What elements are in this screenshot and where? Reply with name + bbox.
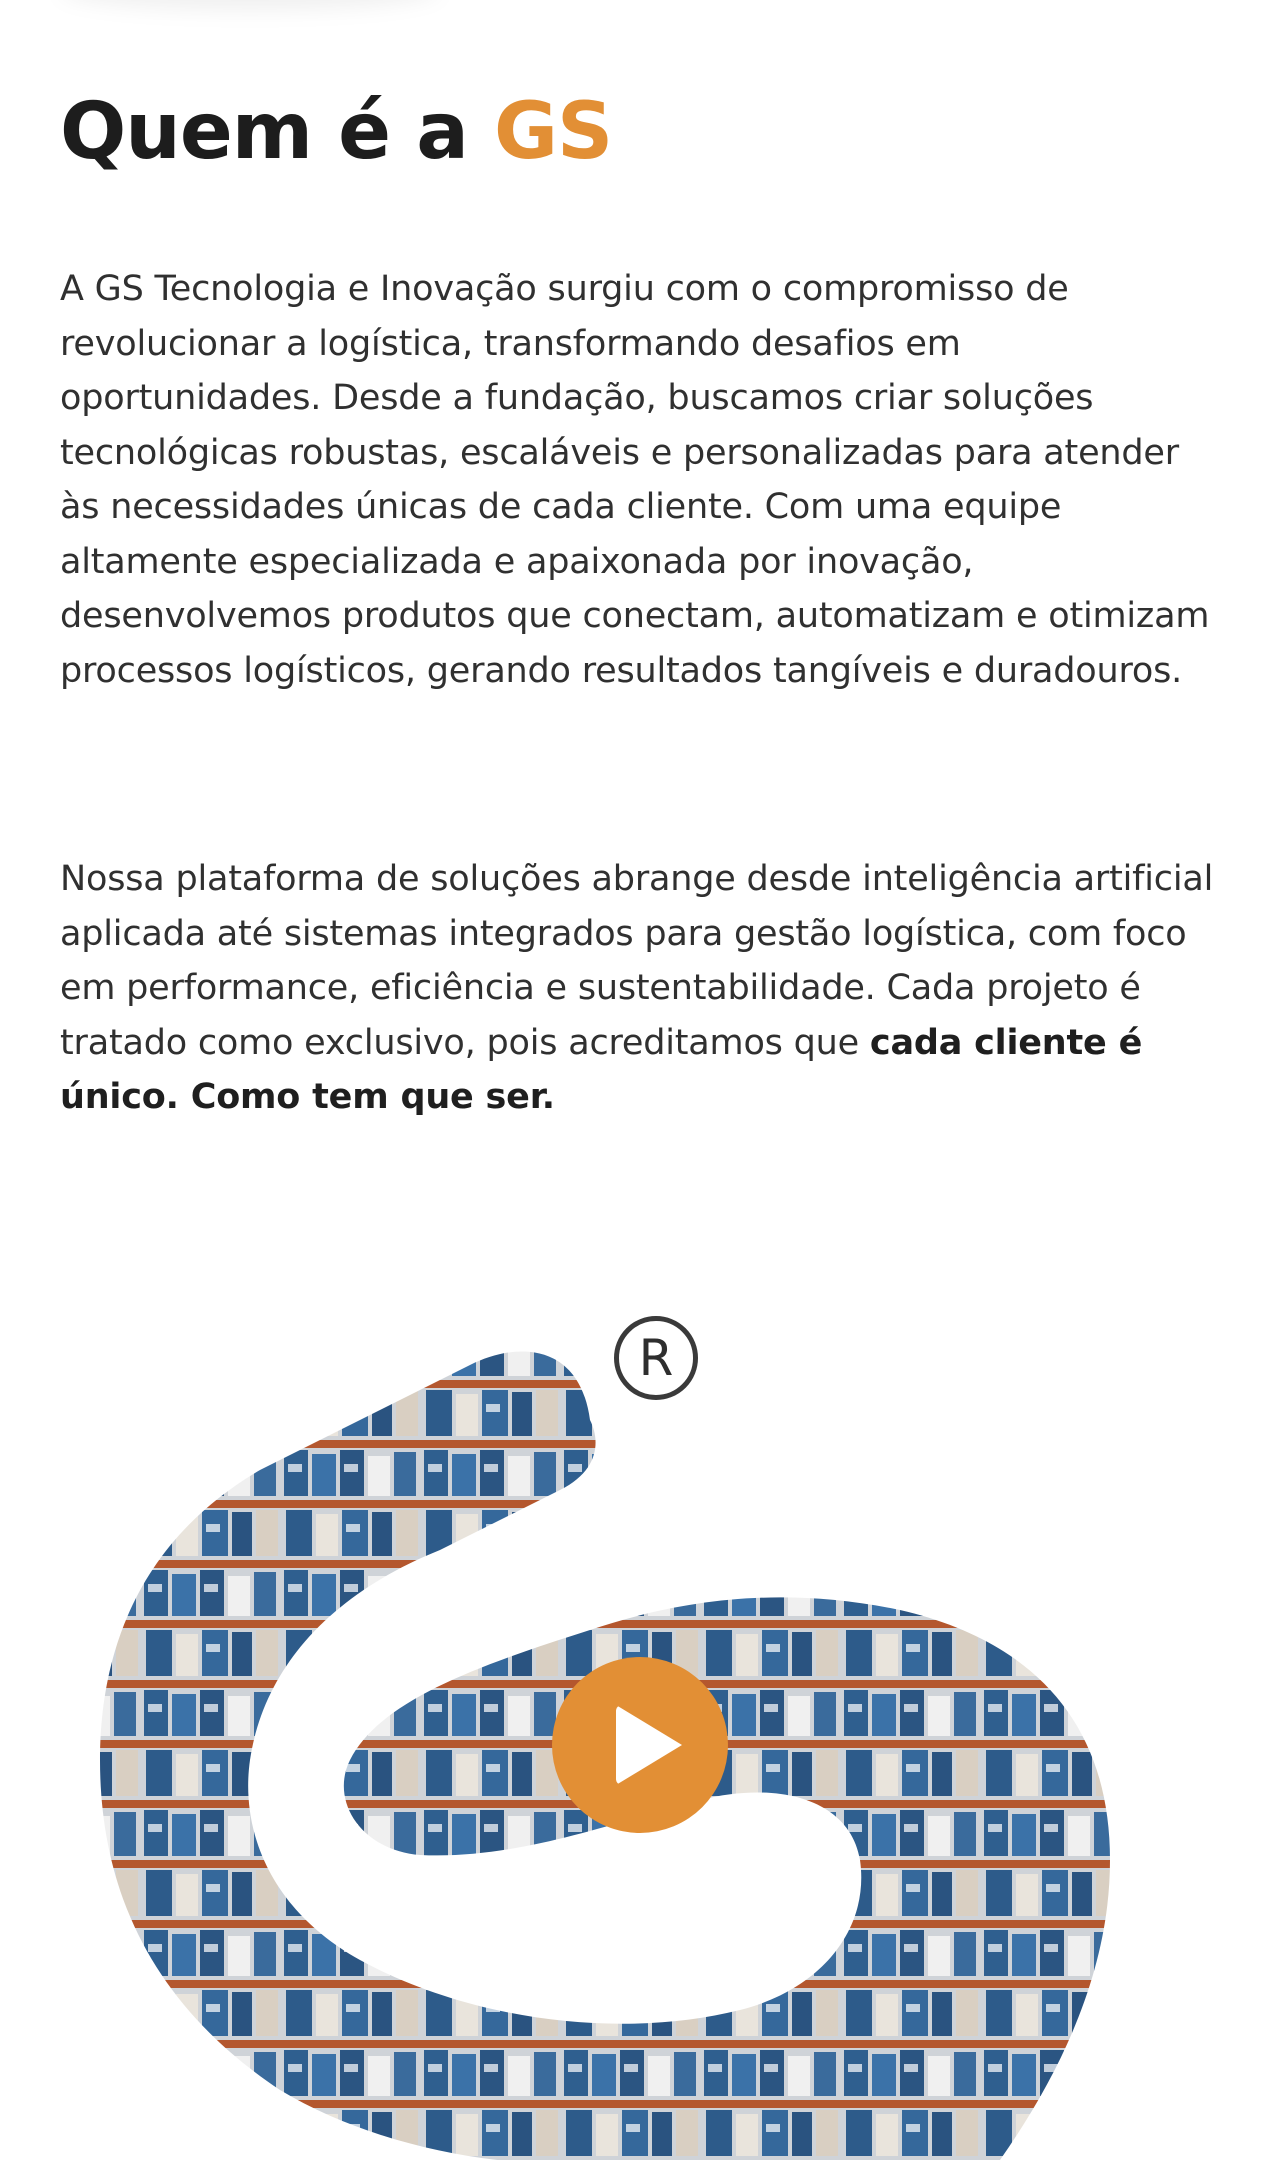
about-paragraph-2-bold: cada cliente é único. Como tem que ser. bbox=[60, 1022, 1143, 1117]
about-paragraph-2 bbox=[60, 852, 1220, 1125]
title-accent-gs: GS bbox=[494, 87, 613, 177]
registered-trademark-icon: R bbox=[614, 1316, 698, 1400]
title-prefix: Quem é a bbox=[60, 87, 495, 177]
about-paragraph-2-text: Nossa plataforma de soluções abrange desde inteligência artificial aplicada até sistemas integrados para gestão logística, com foco em performance, eficiência e sustentabilidade. Cada projeto é tratado como exclusivo, pois acreditamos que bbox=[60, 859, 1214, 1063]
section-title bbox=[60, 87, 613, 177]
header-shadow bbox=[60, 0, 440, 10]
play-icon bbox=[616, 1705, 682, 1785]
about-paragraph-1: A GS Tecnologia e Inovação surgiu com o compromisso de revolucionar a logística, transformando desafios em oportunidades. Desde a fundação, buscamos criar soluções tecnológicas robustas, escaláveis e personalizadas para atender às necessidades únicas de cada cliente. Com uma equipe altamente especializada e apaixonada por inovação, desenvolvemos produtos que conectam, automatizam e otimizam processos logísticos, gerando resultados tangíveis e duradouros. bbox=[60, 269, 1210, 691]
play-video-button[interactable] bbox=[552, 1657, 728, 1833]
